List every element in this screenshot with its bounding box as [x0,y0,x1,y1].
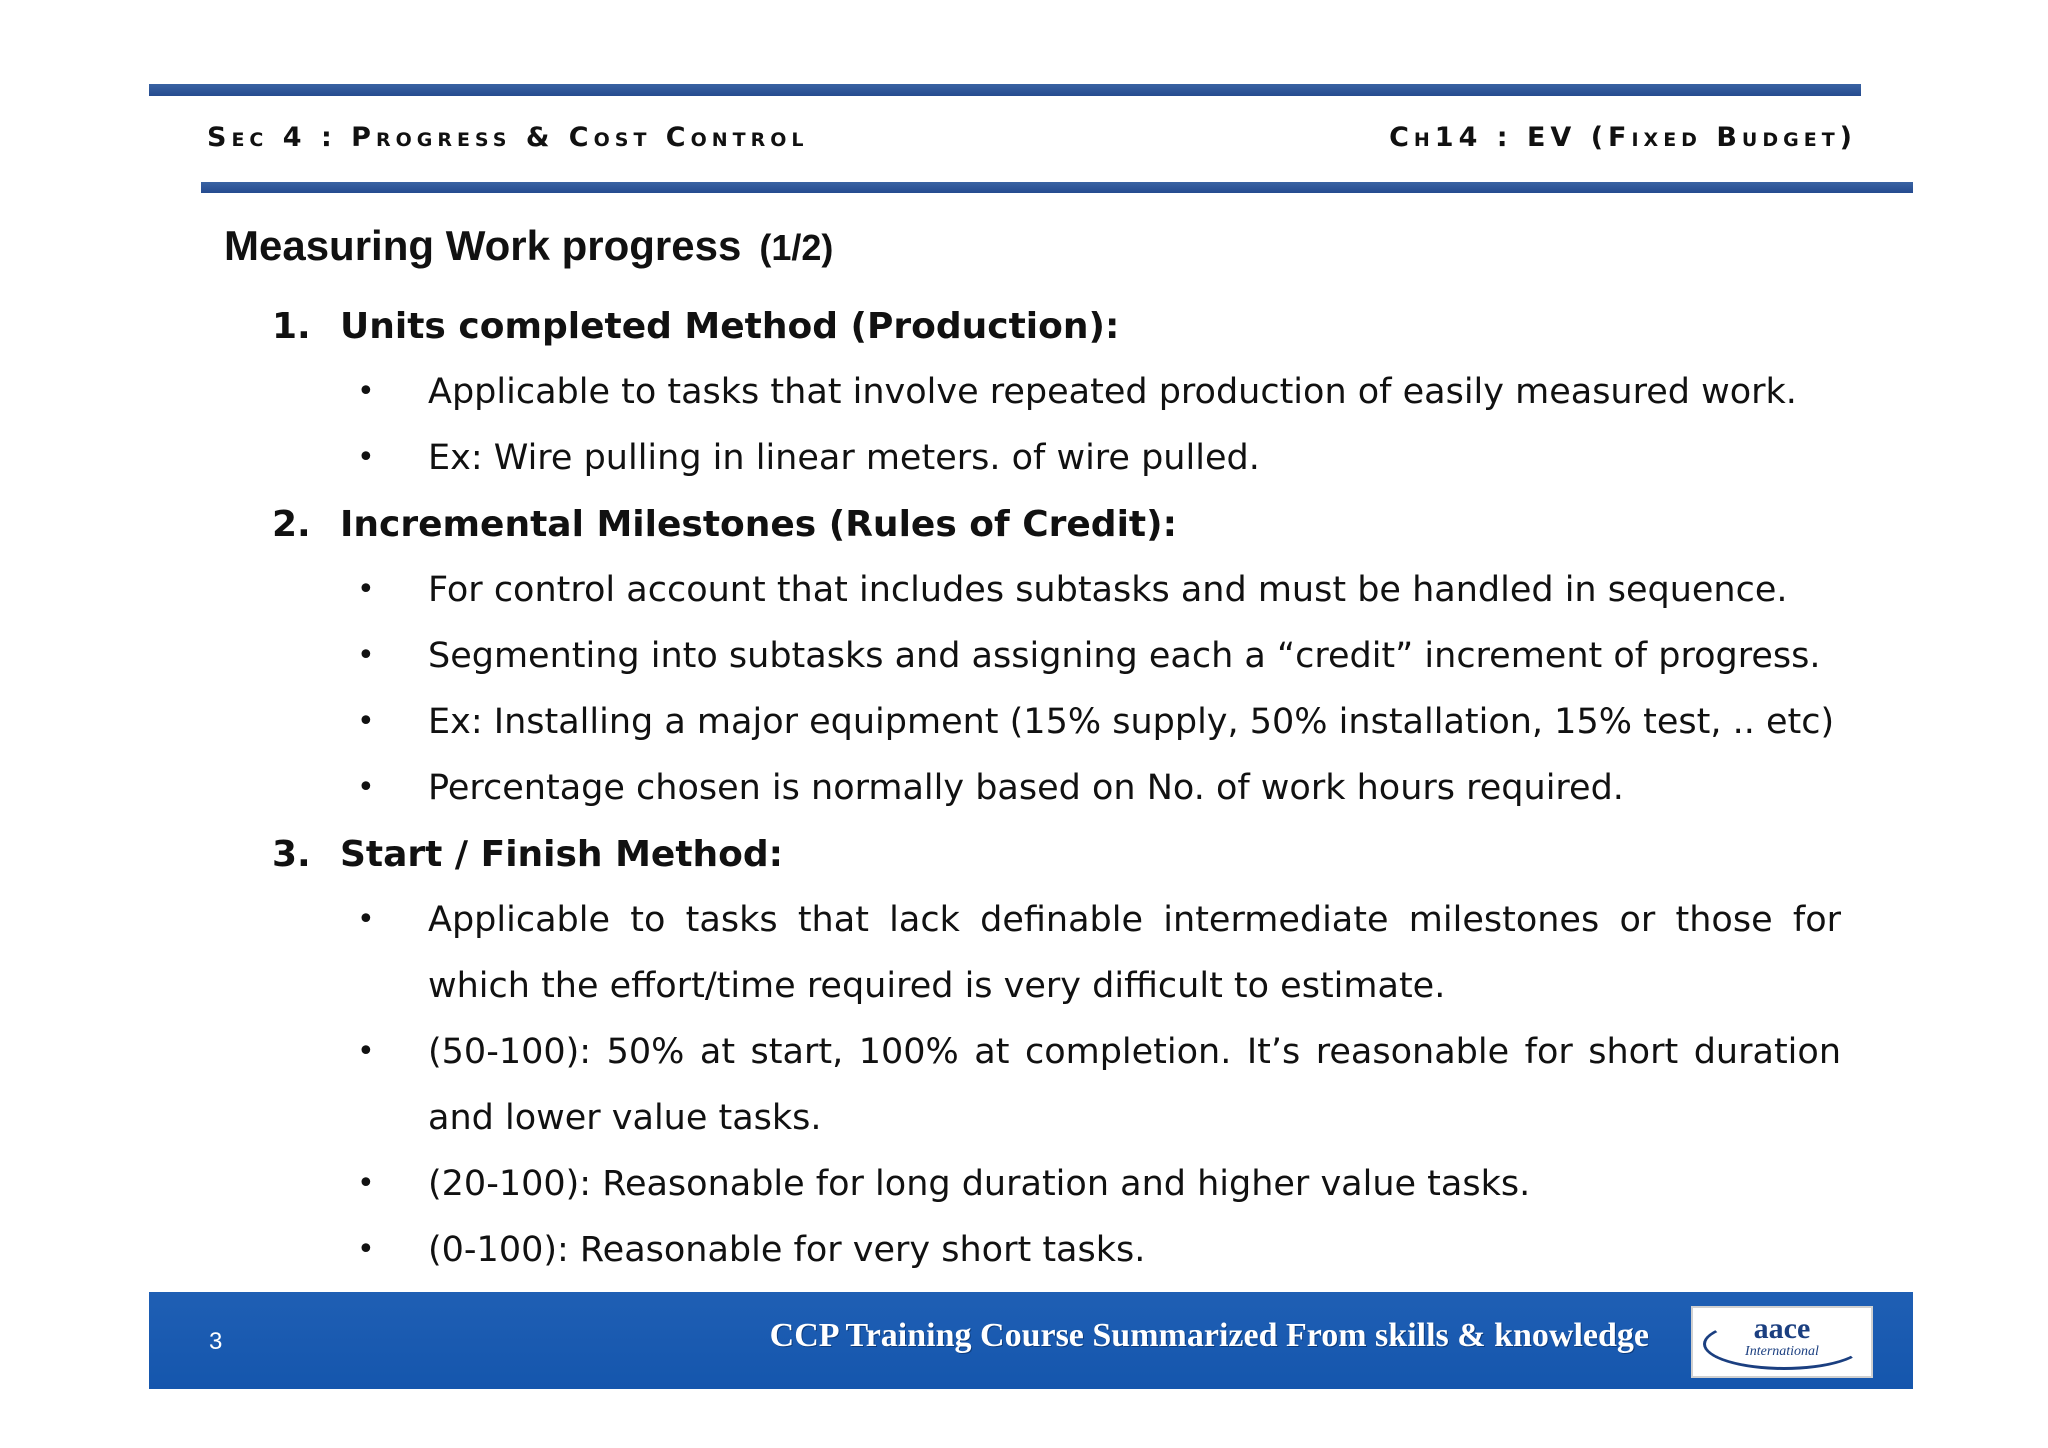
method-number: 3. [272,834,311,875]
header-bottom-rule [201,182,1913,193]
bullet-text: Segmenting into subtasks and assigning each a “credit” increment of progress. [428,636,1821,676]
bullet-text: Ex: Installing a major equipment (15% supply, 50% installation, 15% test, .. etc) [428,702,1835,742]
bullet-icon: • [357,902,375,937]
bullet-icon: • [357,704,375,739]
method-heading-1 [272,306,1119,347]
bullet-icon: • [357,374,375,409]
method-number: 2. [272,504,311,545]
bullet-text: Applicable to tasks that involve repeated production of easily measured work. [428,372,1797,412]
bullet-text: which the effort/time required is very difficult to estimate. [428,966,1446,1006]
bullet-icon: • [357,440,375,475]
footer-caption: CCP Training Course Summarized From skills & knowledge [769,1317,1649,1354]
bullet-icon: • [357,770,375,805]
bullet-text: For control account that includes subtasks and must be handled in sequence. [428,570,1788,610]
bullet-icon: • [357,1232,375,1267]
method-heading-2 [272,504,1177,545]
bullet-text: Percentage chosen is normally based on No. of work hours required. [428,768,1624,808]
logo-subtext: International [1745,1344,1819,1359]
slide-title-text: Measuring Work progress [224,222,742,269]
chapter-header: Ch14 : EV (Fixed Budget) [1389,122,1857,153]
bullet-text: (50-100): 50% at start, 100% at completion. It’s reasonable for short duration [428,1032,1841,1072]
bullet-icon: • [357,638,375,673]
slide-page-indicator: (1/2) [759,227,834,268]
logo-text: aace [1753,1312,1811,1345]
footer-bar [149,1292,1913,1389]
method-number: 1. [272,306,311,347]
page-number: 3 [209,1328,223,1355]
bullet-text: (0-100): Reasonable for very short tasks. [428,1230,1146,1270]
bullet-icon: • [357,1166,375,1201]
bullet-text: Ex: Wire pulling in linear meters. of wire pulled. [428,438,1260,478]
bullet-text: Applicable to tasks that lack definable intermediate milestones or those for [428,900,1841,940]
bullet-icon: • [357,1034,375,1069]
method-heading-3 [272,834,783,875]
bullet-icon: • [357,572,375,607]
header-top-rule [149,84,1861,96]
method-heading-text: Incremental Milestones (Rules of Credit): [340,504,1177,545]
method-heading-text: Start / Finish Method: [340,834,784,875]
aace-logo [1691,1306,1873,1378]
method-heading-text: Units completed Method (Production): [340,306,1120,347]
section-header: Sec 4 : Progress & Cost Control [207,122,809,153]
bullet-text: and lower value tasks. [428,1098,822,1138]
slide-title [224,222,833,270]
bullet-text: (20-100): Reasonable for long duration and higher value tasks. [428,1164,1531,1204]
